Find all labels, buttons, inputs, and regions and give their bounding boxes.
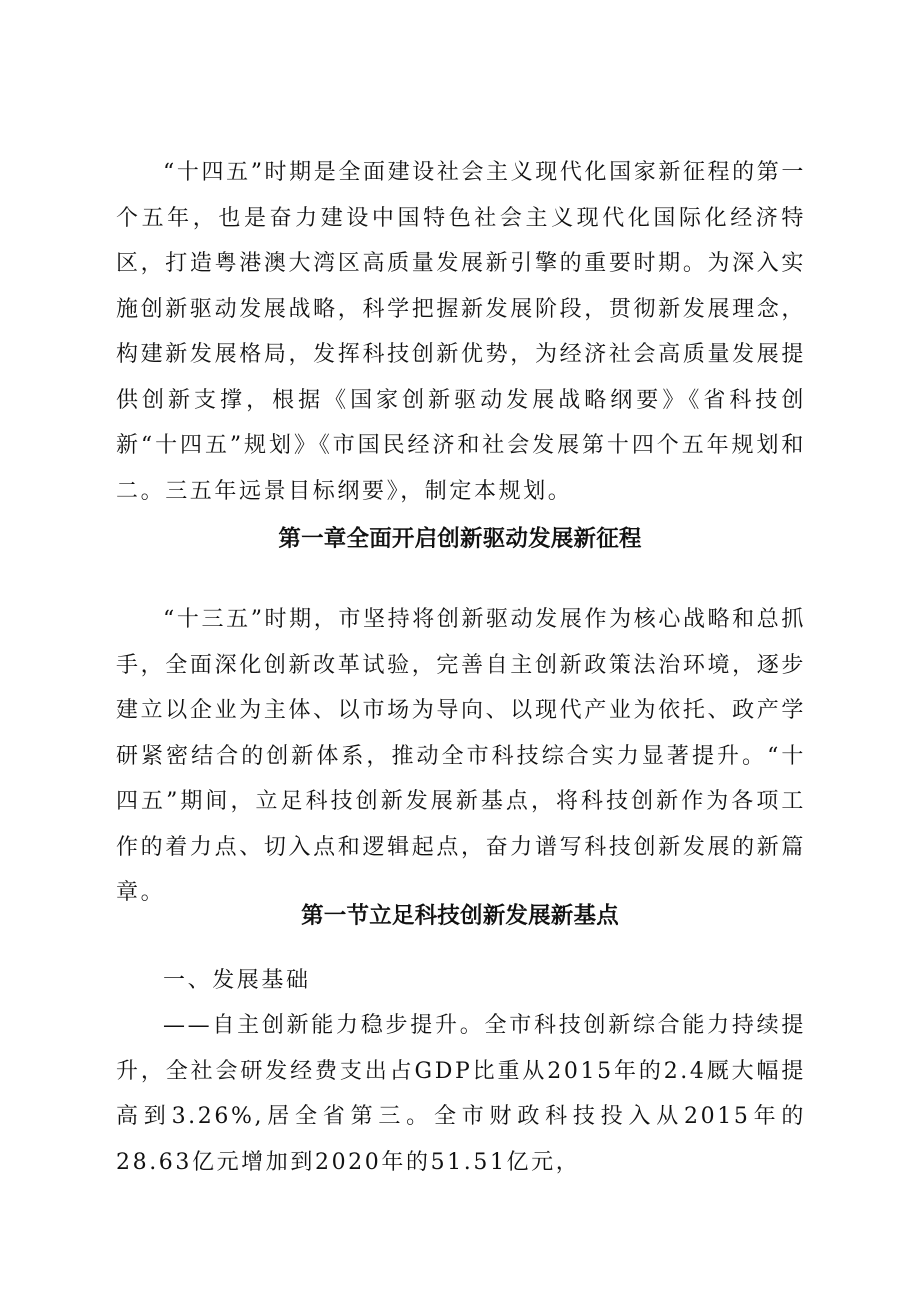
chapter-title: 第一章全面开启创新驱动发展新征程 bbox=[278, 526, 642, 552]
intro-paragraph: “十四五”时期是全面建设社会主义现代化国家新征程的第一个五年，也是奋力建设中国特色社会主义现代化国际化经济特区，打造粤港澳大湾区高质量发展新引擎的重要时期。为深入实施创新驱动发展战略，科学把握新发展阶段，贯彻新发展理念，构建新发展格局，发挥科技创新优势，为经济社会高质量发展提供创新支撑，根据《国家创新驱动发展战略纲要》《省科技创新“十四五”规划》《市国民经济和社会发展第十四个五年规划和二。三五年远景目标纲要》，制定本规划。 bbox=[116, 160, 806, 504]
chapter-paragraph: “十三五”时期，市坚持将创新驱动发展作为核心战略和总抓手，全面深化创新改革试验，完善自主创新政策法治环境，逐步建立以企业为主体、以市场为导向、以现代产业为依托、政产学研紧密结合的创新体系，推动全市科技综合实力显著提升。“十四五”期间，立足科技创新发展新基点，将科技创新作为各项工作的着力点、切入点和逻辑起点，奋力谱写科技创新发展的新篇章。 bbox=[116, 607, 806, 905]
section-title: 第一节立足科技创新发展新基点 bbox=[301, 903, 619, 929]
section-paragraph: ——自主创新能力稳步提升。全市科技创新综合能力持续提升，全社会研发经费支出占GDP比重从2015年的2.4厩大幅提高到3.26%,居全省第三。全市财政科技投入从2015年的28.63亿元增加到2020年的51.51亿元， bbox=[116, 1013, 806, 1175]
subsection-title: 一、发展基础 bbox=[163, 968, 311, 993]
